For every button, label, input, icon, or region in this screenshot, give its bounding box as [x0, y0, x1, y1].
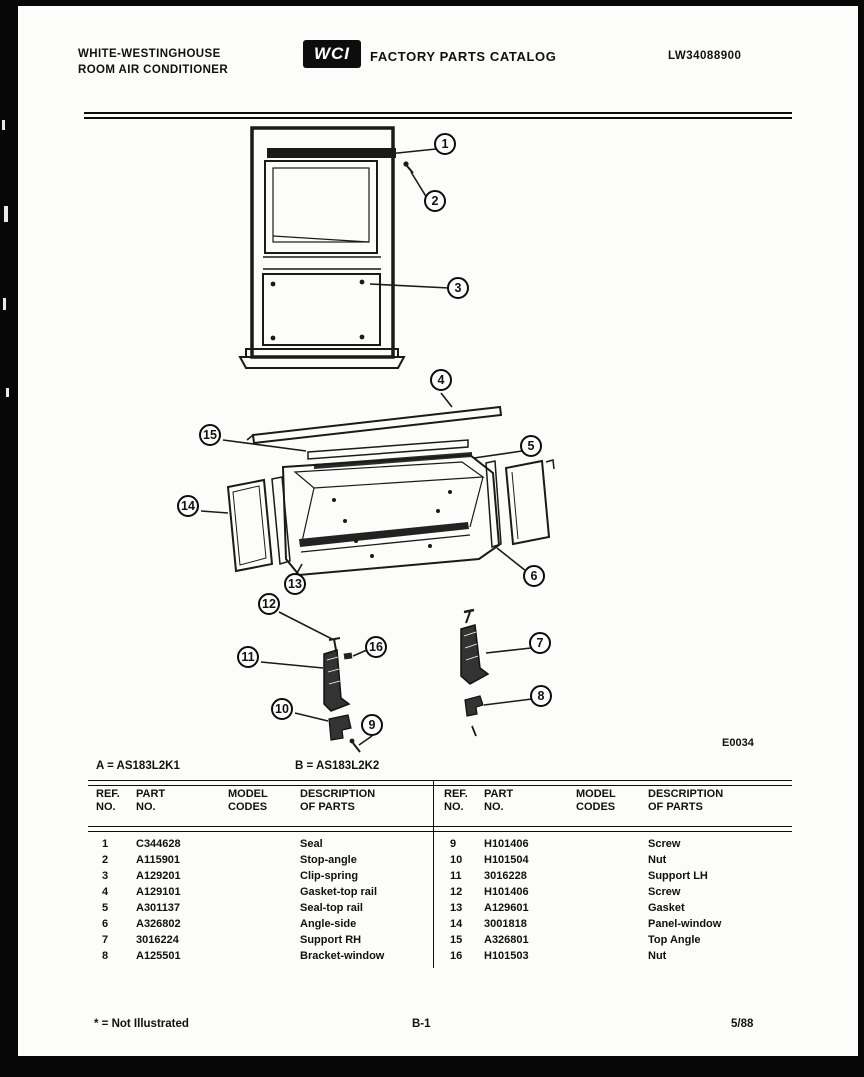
callout-7: [529, 632, 551, 654]
callout-8: [530, 685, 552, 707]
model-designations: [96, 760, 379, 772]
callout-6: [523, 565, 545, 587]
cell-ref: 13: [450, 902, 463, 914]
cell-model: [576, 916, 648, 932]
table-row: [96, 932, 426, 948]
table-header: [96, 788, 426, 814]
catalog-title: FACTORY PARTS CATALOG: [370, 49, 557, 64]
cell-desc: Angle-side: [300, 918, 357, 930]
cell-part: 3016224: [136, 934, 179, 946]
callout-number: 7: [536, 636, 544, 650]
callout-number: 16: [369, 640, 383, 654]
cell-model: [228, 932, 300, 948]
cell-desc: Seal: [300, 838, 323, 850]
cell-ref: 16: [450, 950, 463, 962]
cell-model: [576, 948, 648, 964]
cell-model: [576, 900, 648, 916]
table-divider: [433, 780, 434, 968]
cell-desc: Gasket-top rail: [300, 886, 378, 898]
cell-model: [228, 884, 300, 900]
cell-desc: Screw: [648, 838, 681, 850]
cell-ref: 7: [102, 934, 109, 946]
cell-part: H101504: [484, 854, 529, 866]
cell-ref: 8: [102, 950, 109, 962]
table-row: [96, 836, 426, 852]
callout-10: [271, 698, 293, 720]
cell-part: H101503: [484, 950, 529, 962]
bracket-parts: [324, 610, 488, 752]
cell-desc: Support RH: [300, 934, 362, 946]
window-assembly: [240, 128, 413, 368]
cell-model: [576, 868, 648, 884]
cell-desc: Seal-top rail: [300, 902, 363, 914]
model-b-label: B = AS183L2K2: [295, 760, 380, 772]
callout-number: 11: [241, 650, 255, 664]
callout-number: 14: [181, 499, 195, 513]
callout-number: 8: [537, 689, 545, 703]
cell-ref: 9: [450, 838, 457, 850]
cell-part: A115901: [136, 854, 181, 866]
callout-13: [284, 573, 306, 595]
cell-model: [576, 852, 648, 868]
cell-part: 3016228: [484, 870, 527, 882]
callout-16: [365, 636, 387, 658]
col-ref-header: REF. NO.: [444, 788, 468, 813]
cell-model: [228, 852, 300, 868]
table-top-rule: [88, 780, 792, 786]
callout-3: [447, 277, 469, 299]
cell-ref: 10: [450, 854, 463, 866]
callout-1: [434, 133, 456, 155]
revision-date: 5/88: [731, 1018, 754, 1030]
table-row: [444, 836, 792, 852]
callout-2: [424, 190, 446, 212]
callout-number: 10: [275, 702, 289, 716]
table-row: [96, 948, 426, 964]
cell-part: H101406: [484, 838, 529, 850]
cell-part: A326801: [484, 934, 529, 946]
cell-desc: Panel-window: [648, 918, 722, 930]
cell-ref: 4: [102, 886, 109, 898]
callout-14: [177, 495, 199, 517]
table-right-half: [444, 788, 792, 964]
callout-number: 9: [368, 718, 376, 732]
table-row: [96, 884, 426, 900]
callout-4: [430, 369, 452, 391]
cell-model: [228, 836, 300, 852]
callout-12: [258, 593, 280, 615]
brand-line-1: WHITE-WESTINGHOUSE: [78, 48, 221, 60]
callout-number: 4: [437, 373, 445, 387]
cell-part: C344628: [136, 838, 181, 850]
cell-desc: Support LH: [648, 870, 708, 882]
table-left-half: [96, 788, 426, 964]
model-a-label: A = AS183L2K1: [96, 760, 180, 772]
table-row: [444, 884, 792, 900]
document-number: LW34088900: [668, 50, 742, 62]
table-row: [444, 916, 792, 932]
cell-ref: 15: [450, 934, 463, 946]
callout-number: 1: [441, 137, 449, 151]
callout-number: 13: [288, 577, 302, 591]
table-row: [96, 868, 426, 884]
cell-desc: Stop-angle: [300, 854, 357, 866]
cell-ref: 1: [102, 838, 109, 850]
cell-ref: 3: [102, 870, 109, 882]
cell-desc: Clip-spring: [300, 870, 359, 882]
figure-code: E0034: [722, 737, 754, 749]
cell-model: [228, 948, 300, 964]
cell-model: [228, 868, 300, 884]
callout-5: [520, 435, 542, 457]
col-model-header: MODEL CODES: [576, 788, 616, 813]
callout-11: [237, 646, 259, 668]
col-model-header: MODEL CODES: [228, 788, 268, 813]
cell-part: A125501: [136, 950, 181, 962]
cell-model: [576, 884, 648, 900]
table-header: [444, 788, 792, 814]
not-illustrated-note: * = Not Illustrated: [94, 1018, 189, 1030]
table-row: [444, 868, 792, 884]
cell-ref: 6: [102, 918, 109, 930]
callout-15: [199, 424, 221, 446]
cell-model: [576, 836, 648, 852]
cell-ref: 2: [102, 854, 109, 866]
col-desc-header: DESCRIPTION OF PARTS: [648, 788, 724, 813]
cell-ref: 5: [102, 902, 109, 914]
cell-desc: Nut: [648, 950, 667, 962]
cell-part: A301137: [136, 902, 181, 914]
cell-ref: 14: [450, 918, 463, 930]
table-row: [96, 916, 426, 932]
col-desc-header: DESCRIPTION OF PARTS: [300, 788, 376, 813]
cell-model: [576, 932, 648, 948]
table-row: [444, 948, 792, 964]
col-part-header: PART NO.: [136, 788, 166, 813]
cell-desc: Gasket: [648, 902, 685, 914]
table-row: [444, 900, 792, 916]
cell-desc: Bracket-window: [300, 950, 385, 962]
callout-number: 5: [527, 439, 535, 453]
col-ref-header: REF. NO.: [96, 788, 120, 813]
parts-table: [88, 780, 792, 972]
cabinet-assembly: [228, 407, 554, 575]
cell-model: [228, 916, 300, 932]
cell-part: 3001818: [484, 918, 527, 930]
cell-part: A129101: [136, 886, 181, 898]
cell-model: [228, 900, 300, 916]
callout-9: [361, 714, 383, 736]
wci-logo: WCI: [303, 40, 361, 68]
table-row: [444, 932, 792, 948]
cell-part: H101406: [484, 886, 529, 898]
cell-ref: 12: [450, 886, 463, 898]
table-row: [96, 900, 426, 916]
brand-line-2: ROOM AIR CONDITIONER: [78, 64, 229, 76]
table-body: [96, 836, 426, 964]
cell-part: A129601: [484, 902, 529, 914]
cell-ref: 11: [450, 870, 462, 882]
cell-part: A326802: [136, 918, 181, 930]
cell-desc: Screw: [648, 886, 681, 898]
callout-number: 12: [262, 597, 276, 611]
callout-number: 3: [454, 281, 462, 295]
page-number: B-1: [412, 1018, 431, 1030]
table-row: [96, 852, 426, 868]
cell-desc: Top Angle: [648, 934, 701, 946]
table-body: [444, 836, 792, 964]
callout-number: 6: [530, 569, 538, 583]
callout-number: 15: [203, 428, 217, 442]
callout-number: 2: [431, 194, 439, 208]
col-part-header: PART NO.: [484, 788, 514, 813]
cell-desc: Nut: [648, 854, 667, 866]
cell-part: A129201: [136, 870, 181, 882]
table-row: [444, 852, 792, 868]
